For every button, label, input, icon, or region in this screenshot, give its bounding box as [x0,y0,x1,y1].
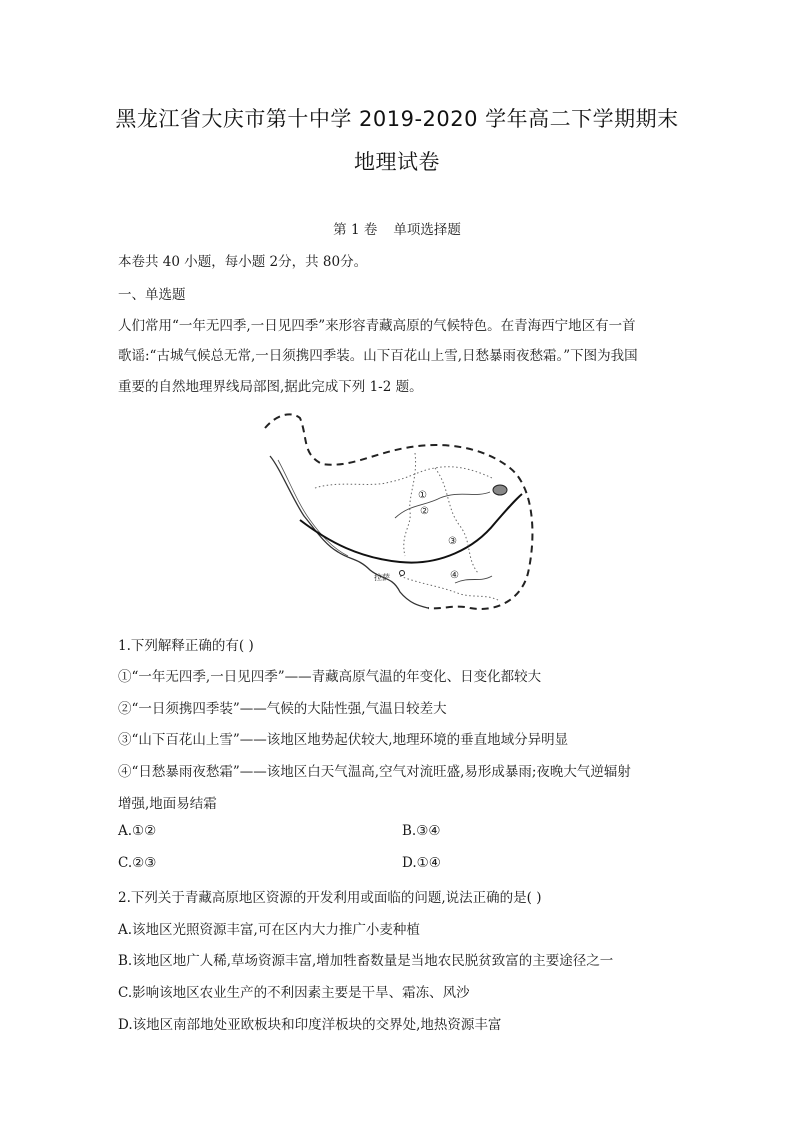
lake-shape [493,485,507,495]
plateau-boundary-dashed [265,414,532,609]
q1-statement-3: ③“山下百花山上雪”——该地区地势起伏较大,地理环境的垂直地域分异明显 [118,732,569,748]
section-label: 第 1 卷 [333,222,378,238]
southern-boundary-inner [278,460,348,556]
intro-line-3: 重要的自然地理界线局部图,据此完成下列 1-2 题。 [118,379,423,395]
marker-1: ① [418,490,427,501]
southern-boundary [270,456,428,608]
q1-option-b[interactable]: B.③④ [402,823,441,839]
q1-statement-4-cont: 增强,地面易结霜 [118,796,217,812]
question-2-stem: 2.下列关于青藏高原地区资源的开发利用或面临的问题,说法正确的是( ) [118,890,542,906]
q2-option-a[interactable]: A.该地区光照资源丰富,可在区内大力推广小麦种植 [118,922,420,938]
q2-option-b[interactable]: B.该地区地广人稀,草场资源丰富,增加牲畜数量是当地农民脱贫致富的主要途径之一 [118,953,614,969]
q1-option-a[interactable]: A.①② [118,823,157,839]
exam-title-line2: 地理试卷 [354,150,440,174]
place-label: 拉萨 [374,573,390,582]
q2-option-c[interactable]: C.影响该地区农业生产的不利因素主要是干旱、霜冻、风沙 [118,985,470,1001]
section-name: 单项选择题 [393,222,461,238]
part-heading: 一、单选题 [118,287,186,303]
exam-title-line1: 黑龙江省大庆市第十中学 2019-2020 学年高二下学期期末 [115,107,679,131]
q1-statement-1: ①“一年无四季,一日见四季”——青藏高原气温的年变化、日变化都较大 [118,669,542,685]
q1-option-d[interactable]: D.①④ [402,855,441,871]
q1-statement-4: ④“日愁暴雨夜愁霜”——该地区白天气温高,空气对流旺盛,易形成暴雨;夜晚大气逆辐射 [118,764,631,780]
q2-option-d[interactable]: D.该地区南部地处亚欧板块和印度洋板块的交界处,地热资源丰富 [118,1017,502,1033]
marker-4: ④ [450,570,459,581]
marker-2: ② [420,506,429,517]
q1-statement-2: ②“一日须携四季装”——气候的大陆性强,气温日较差大 [118,701,447,717]
geographic-boundary-map [260,408,550,618]
main-boundary-line [300,494,522,563]
city-marker [400,571,405,576]
thin-line-1 [395,492,490,518]
dotted-boundary-3 [435,468,478,573]
question-1-stem: 1.下列解释正确的有( ) [118,638,254,654]
instructions-text: 本卷共 40 小题，每小题 2分，共 80分。 [118,254,368,270]
intro-line-1: 人们常用“一年无四季,一日见四季”来形容青藏高原的气候特色。在青海西宁地区有一首 [118,318,636,334]
section-heading [0,218,794,238]
thin-line-2 [455,576,492,583]
dotted-boundary-2 [404,453,416,556]
dotted-boundary-4 [400,576,498,600]
marker-3: ③ [448,536,457,547]
dotted-boundary-1 [315,467,492,488]
q1-option-c[interactable]: C.②③ [118,855,157,871]
intro-line-2: 歌谣:“古城气候总无常,一日须携四季装。山下百花山上雪,日愁暴雨夜愁霜。”下图为我国 [118,348,638,364]
